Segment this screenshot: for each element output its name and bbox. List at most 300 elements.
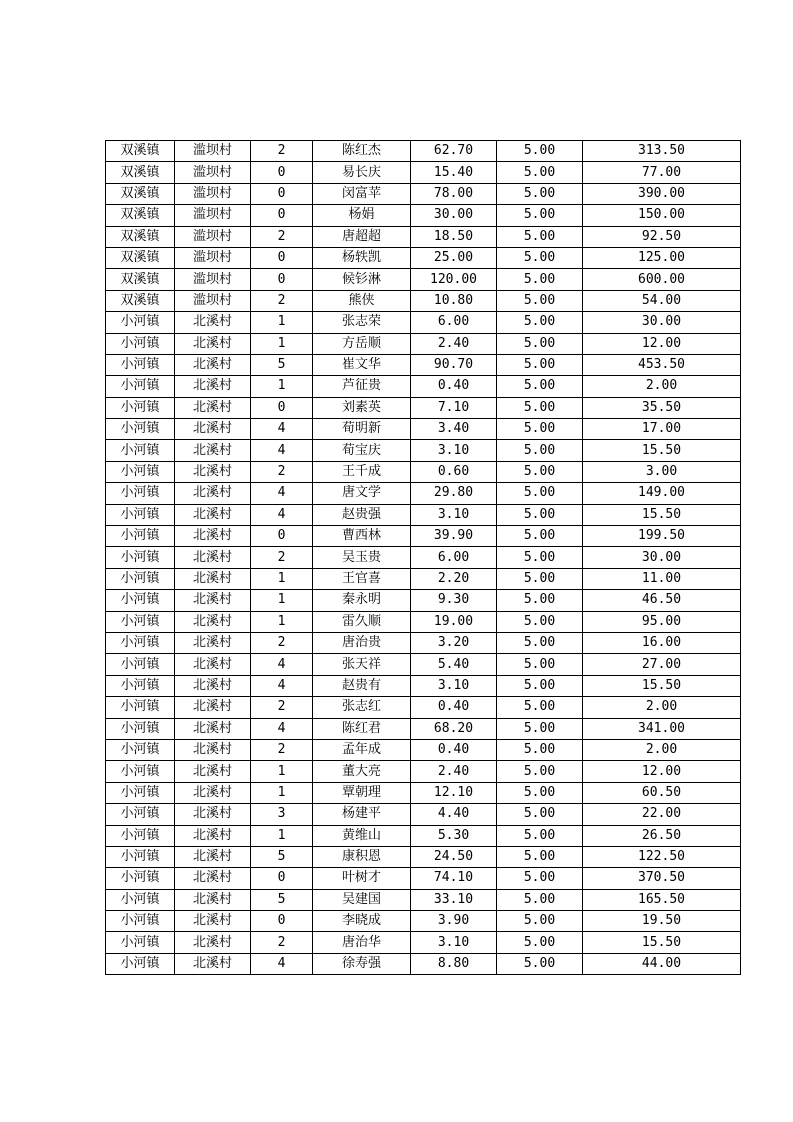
count-cell: 0	[251, 868, 313, 889]
rate-cell: 5.00	[497, 782, 583, 803]
area-cell: 7.10	[411, 397, 497, 418]
table-row	[106, 718, 741, 739]
amount-cell: 60.50	[583, 782, 741, 803]
village-cell: 北溪村	[175, 590, 251, 611]
name-cell: 唐治贵	[313, 632, 411, 653]
rate-cell: 5.00	[497, 397, 583, 418]
village-cell: 北溪村	[175, 782, 251, 803]
name-cell: 杨轶凯	[313, 247, 411, 268]
town-cell: 小河镇	[106, 932, 175, 953]
amount-cell: 15.50	[583, 675, 741, 696]
town-cell: 小河镇	[106, 868, 175, 889]
name-cell: 孟年成	[313, 739, 411, 760]
village-cell: 北溪村	[175, 953, 251, 974]
table-row	[106, 312, 741, 333]
town-cell: 小河镇	[106, 397, 175, 418]
village-cell: 北溪村	[175, 846, 251, 867]
amount-cell: 390.00	[583, 183, 741, 204]
name-cell: 陈红君	[313, 718, 411, 739]
area-cell: 9.30	[411, 590, 497, 611]
count-cell: 4	[251, 504, 313, 525]
town-cell: 双溪镇	[106, 141, 175, 162]
rate-cell: 5.00	[497, 440, 583, 461]
amount-cell: 22.00	[583, 804, 741, 825]
count-cell: 4	[251, 440, 313, 461]
data-table	[105, 140, 741, 975]
name-cell: 覃朝理	[313, 782, 411, 803]
table-row	[106, 419, 741, 440]
count-cell: 1	[251, 590, 313, 611]
name-cell: 赵贵有	[313, 675, 411, 696]
area-cell: 62.70	[411, 141, 497, 162]
village-cell: 滥坝村	[175, 226, 251, 247]
amount-cell: 54.00	[583, 290, 741, 311]
name-cell: 崔文华	[313, 354, 411, 375]
table-row	[106, 632, 741, 653]
amount-cell: 341.00	[583, 718, 741, 739]
area-cell: 3.90	[411, 911, 497, 932]
rate-cell: 5.00	[497, 590, 583, 611]
amount-cell: 17.00	[583, 419, 741, 440]
rate-cell: 5.00	[497, 761, 583, 782]
village-cell: 北溪村	[175, 354, 251, 375]
area-cell: 39.90	[411, 526, 497, 547]
rate-cell: 5.00	[497, 911, 583, 932]
table-row	[106, 526, 741, 547]
name-cell: 唐超超	[313, 226, 411, 247]
area-cell: 3.40	[411, 419, 497, 440]
village-cell: 北溪村	[175, 697, 251, 718]
count-cell: 2	[251, 697, 313, 718]
amount-cell: 77.00	[583, 162, 741, 183]
area-cell: 2.40	[411, 333, 497, 354]
rate-cell: 5.00	[497, 419, 583, 440]
village-cell: 滥坝村	[175, 141, 251, 162]
table-row	[106, 205, 741, 226]
rate-cell: 5.00	[497, 632, 583, 653]
rate-cell: 5.00	[497, 183, 583, 204]
area-cell: 78.00	[411, 183, 497, 204]
rate-cell: 5.00	[497, 354, 583, 375]
area-cell: 3.20	[411, 632, 497, 653]
town-cell: 小河镇	[106, 675, 175, 696]
village-cell: 北溪村	[175, 333, 251, 354]
town-cell: 小河镇	[106, 526, 175, 547]
town-cell: 小河镇	[106, 782, 175, 803]
amount-cell: 46.50	[583, 590, 741, 611]
town-cell: 双溪镇	[106, 205, 175, 226]
rate-cell: 5.00	[497, 376, 583, 397]
count-cell: 1	[251, 611, 313, 632]
table-row	[106, 911, 741, 932]
town-cell: 双溪镇	[106, 290, 175, 311]
rate-cell: 5.00	[497, 461, 583, 482]
town-cell: 小河镇	[106, 504, 175, 525]
town-cell: 小河镇	[106, 333, 175, 354]
village-cell: 北溪村	[175, 889, 251, 910]
amount-cell: 15.50	[583, 504, 741, 525]
area-cell: 18.50	[411, 226, 497, 247]
village-cell: 北溪村	[175, 761, 251, 782]
amount-cell: 15.50	[583, 932, 741, 953]
count-cell: 4	[251, 675, 313, 696]
area-cell: 0.60	[411, 461, 497, 482]
table-row	[106, 162, 741, 183]
town-cell: 双溪镇	[106, 247, 175, 268]
rate-cell: 5.00	[497, 868, 583, 889]
count-cell: 2	[251, 141, 313, 162]
rate-cell: 5.00	[497, 312, 583, 333]
count-cell: 5	[251, 889, 313, 910]
town-cell: 小河镇	[106, 953, 175, 974]
name-cell: 杨建平	[313, 804, 411, 825]
table-row	[106, 697, 741, 718]
amount-cell: 600.00	[583, 269, 741, 290]
town-cell: 小河镇	[106, 632, 175, 653]
village-cell: 北溪村	[175, 804, 251, 825]
town-cell: 小河镇	[106, 911, 175, 932]
area-cell: 33.10	[411, 889, 497, 910]
rate-cell: 5.00	[497, 889, 583, 910]
amount-cell: 26.50	[583, 825, 741, 846]
name-cell: 芦征贵	[313, 376, 411, 397]
rate-cell: 5.00	[497, 526, 583, 547]
rate-cell: 5.00	[497, 162, 583, 183]
table-row	[106, 504, 741, 525]
town-cell: 小河镇	[106, 483, 175, 504]
amount-cell: 19.50	[583, 911, 741, 932]
area-cell: 15.40	[411, 162, 497, 183]
count-cell: 0	[251, 911, 313, 932]
rate-cell: 5.00	[497, 247, 583, 268]
count-cell: 2	[251, 932, 313, 953]
name-cell: 张天祥	[313, 654, 411, 675]
name-cell: 赵贵强	[313, 504, 411, 525]
name-cell: 闵富苹	[313, 183, 411, 204]
name-cell: 荀宝庆	[313, 440, 411, 461]
rate-cell: 5.00	[497, 269, 583, 290]
rate-cell: 5.00	[497, 568, 583, 589]
rate-cell: 5.00	[497, 697, 583, 718]
table-row	[106, 269, 741, 290]
count-cell: 0	[251, 247, 313, 268]
area-cell: 0.40	[411, 739, 497, 760]
name-cell: 徐寿强	[313, 953, 411, 974]
count-cell: 5	[251, 354, 313, 375]
amount-cell: 12.00	[583, 761, 741, 782]
village-cell: 北溪村	[175, 312, 251, 333]
table-row	[106, 183, 741, 204]
name-cell: 李晓成	[313, 911, 411, 932]
village-cell: 北溪村	[175, 568, 251, 589]
table-row	[106, 804, 741, 825]
village-cell: 滥坝村	[175, 162, 251, 183]
name-cell: 黄维山	[313, 825, 411, 846]
table-row	[106, 397, 741, 418]
table-body	[106, 141, 741, 975]
village-cell: 滥坝村	[175, 205, 251, 226]
count-cell: 1	[251, 782, 313, 803]
village-cell: 北溪村	[175, 504, 251, 525]
table-row	[106, 953, 741, 974]
name-cell: 熊侠	[313, 290, 411, 311]
area-cell: 3.10	[411, 675, 497, 696]
town-cell: 小河镇	[106, 718, 175, 739]
name-cell: 方岳顺	[313, 333, 411, 354]
name-cell: 董大亮	[313, 761, 411, 782]
count-cell: 2	[251, 739, 313, 760]
amount-cell: 11.00	[583, 568, 741, 589]
town-cell: 小河镇	[106, 697, 175, 718]
area-cell: 3.10	[411, 504, 497, 525]
town-cell: 小河镇	[106, 804, 175, 825]
area-cell: 0.40	[411, 697, 497, 718]
table-row	[106, 568, 741, 589]
area-cell: 25.00	[411, 247, 497, 268]
count-cell: 1	[251, 376, 313, 397]
town-cell: 小河镇	[106, 376, 175, 397]
name-cell: 吴建国	[313, 889, 411, 910]
count-cell: 5	[251, 846, 313, 867]
area-cell: 6.00	[411, 547, 497, 568]
table-row	[106, 247, 741, 268]
count-cell: 0	[251, 397, 313, 418]
village-cell: 北溪村	[175, 440, 251, 461]
amount-cell: 150.00	[583, 205, 741, 226]
rate-cell: 5.00	[497, 675, 583, 696]
village-cell: 北溪村	[175, 739, 251, 760]
count-cell: 0	[251, 269, 313, 290]
town-cell: 小河镇	[106, 846, 175, 867]
name-cell: 易长庆	[313, 162, 411, 183]
town-cell: 小河镇	[106, 761, 175, 782]
table-row	[106, 889, 741, 910]
town-cell: 小河镇	[106, 654, 175, 675]
table-row	[106, 333, 741, 354]
table-row	[106, 226, 741, 247]
village-cell: 北溪村	[175, 654, 251, 675]
name-cell: 王官喜	[313, 568, 411, 589]
rate-cell: 5.00	[497, 226, 583, 247]
count-cell: 0	[251, 162, 313, 183]
amount-cell: 30.00	[583, 547, 741, 568]
table-row	[106, 290, 741, 311]
amount-cell: 27.00	[583, 654, 741, 675]
table-row	[106, 590, 741, 611]
table-row	[106, 739, 741, 760]
village-cell: 北溪村	[175, 483, 251, 504]
area-cell: 2.20	[411, 568, 497, 589]
area-cell: 4.40	[411, 804, 497, 825]
rate-cell: 5.00	[497, 953, 583, 974]
count-cell: 2	[251, 226, 313, 247]
area-cell: 120.00	[411, 269, 497, 290]
town-cell: 双溪镇	[106, 183, 175, 204]
rate-cell: 5.00	[497, 932, 583, 953]
area-cell: 24.50	[411, 846, 497, 867]
amount-cell: 2.00	[583, 376, 741, 397]
table-row	[106, 547, 741, 568]
count-cell: 4	[251, 654, 313, 675]
amount-cell: 12.00	[583, 333, 741, 354]
amount-cell: 30.00	[583, 312, 741, 333]
village-cell: 北溪村	[175, 547, 251, 568]
rate-cell: 5.00	[497, 290, 583, 311]
table-row	[106, 461, 741, 482]
name-cell: 曹西林	[313, 526, 411, 547]
name-cell: 秦永明	[313, 590, 411, 611]
table-row	[106, 354, 741, 375]
amount-cell: 44.00	[583, 953, 741, 974]
table-row	[106, 761, 741, 782]
town-cell: 小河镇	[106, 419, 175, 440]
village-cell: 北溪村	[175, 461, 251, 482]
table-row	[106, 932, 741, 953]
name-cell: 唐治华	[313, 932, 411, 953]
village-cell: 北溪村	[175, 419, 251, 440]
amount-cell: 370.50	[583, 868, 741, 889]
name-cell: 雷久顺	[313, 611, 411, 632]
table-row	[106, 675, 741, 696]
table-row	[106, 825, 741, 846]
area-cell: 68.20	[411, 718, 497, 739]
area-cell: 8.80	[411, 953, 497, 974]
name-cell: 张志红	[313, 697, 411, 718]
village-cell: 北溪村	[175, 675, 251, 696]
village-cell: 滥坝村	[175, 247, 251, 268]
amount-cell: 199.50	[583, 526, 741, 547]
name-cell: 张志荣	[313, 312, 411, 333]
area-cell: 3.10	[411, 932, 497, 953]
area-cell: 30.00	[411, 205, 497, 226]
count-cell: 4	[251, 483, 313, 504]
amount-cell: 313.50	[583, 141, 741, 162]
name-cell: 陈红杰	[313, 141, 411, 162]
name-cell: 候钐淋	[313, 269, 411, 290]
rate-cell: 5.00	[497, 141, 583, 162]
area-cell: 6.00	[411, 312, 497, 333]
count-cell: 4	[251, 419, 313, 440]
count-cell: 1	[251, 761, 313, 782]
village-cell: 滥坝村	[175, 290, 251, 311]
amount-cell: 165.50	[583, 889, 741, 910]
count-cell: 0	[251, 205, 313, 226]
count-cell: 1	[251, 825, 313, 846]
rate-cell: 5.00	[497, 205, 583, 226]
table-row	[106, 376, 741, 397]
village-cell: 北溪村	[175, 526, 251, 547]
village-cell: 北溪村	[175, 825, 251, 846]
area-cell: 29.80	[411, 483, 497, 504]
name-cell: 吴玉贵	[313, 547, 411, 568]
village-cell: 滥坝村	[175, 269, 251, 290]
rate-cell: 5.00	[497, 825, 583, 846]
rate-cell: 5.00	[497, 654, 583, 675]
area-cell: 2.40	[411, 761, 497, 782]
village-cell: 北溪村	[175, 932, 251, 953]
count-cell: 4	[251, 718, 313, 739]
amount-cell: 95.00	[583, 611, 741, 632]
count-cell: 0	[251, 526, 313, 547]
name-cell: 唐文学	[313, 483, 411, 504]
town-cell: 小河镇	[106, 440, 175, 461]
town-cell: 小河镇	[106, 568, 175, 589]
town-cell: 双溪镇	[106, 226, 175, 247]
village-cell: 北溪村	[175, 611, 251, 632]
area-cell: 5.40	[411, 654, 497, 675]
area-cell: 19.00	[411, 611, 497, 632]
area-cell: 3.10	[411, 440, 497, 461]
count-cell: 1	[251, 333, 313, 354]
amount-cell: 16.00	[583, 632, 741, 653]
village-cell: 北溪村	[175, 397, 251, 418]
rate-cell: 5.00	[497, 718, 583, 739]
rate-cell: 5.00	[497, 804, 583, 825]
amount-cell: 2.00	[583, 697, 741, 718]
town-cell: 小河镇	[106, 611, 175, 632]
area-cell: 0.40	[411, 376, 497, 397]
table-row	[106, 440, 741, 461]
count-cell: 3	[251, 804, 313, 825]
count-cell: 1	[251, 312, 313, 333]
amount-cell: 122.50	[583, 846, 741, 867]
area-cell: 74.10	[411, 868, 497, 889]
rate-cell: 5.00	[497, 333, 583, 354]
amount-cell: 125.00	[583, 247, 741, 268]
amount-cell: 453.50	[583, 354, 741, 375]
village-cell: 北溪村	[175, 632, 251, 653]
name-cell: 叶树才	[313, 868, 411, 889]
village-cell: 北溪村	[175, 868, 251, 889]
table-row	[106, 846, 741, 867]
town-cell: 小河镇	[106, 590, 175, 611]
count-cell: 2	[251, 290, 313, 311]
town-cell: 小河镇	[106, 354, 175, 375]
rate-cell: 5.00	[497, 504, 583, 525]
town-cell: 双溪镇	[106, 162, 175, 183]
amount-cell: 35.50	[583, 397, 741, 418]
area-cell: 10.80	[411, 290, 497, 311]
town-cell: 小河镇	[106, 739, 175, 760]
town-cell: 小河镇	[106, 312, 175, 333]
count-cell: 1	[251, 568, 313, 589]
count-cell: 0	[251, 183, 313, 204]
table-row	[106, 141, 741, 162]
town-cell: 小河镇	[106, 825, 175, 846]
amount-cell: 2.00	[583, 739, 741, 760]
village-cell: 北溪村	[175, 376, 251, 397]
name-cell: 杨娟	[313, 205, 411, 226]
rate-cell: 5.00	[497, 846, 583, 867]
count-cell: 2	[251, 461, 313, 482]
area-cell: 90.70	[411, 354, 497, 375]
name-cell: 刘素英	[313, 397, 411, 418]
amount-cell: 149.00	[583, 483, 741, 504]
area-cell: 5.30	[411, 825, 497, 846]
name-cell: 康积恩	[313, 846, 411, 867]
name-cell: 王千成	[313, 461, 411, 482]
table-row	[106, 483, 741, 504]
table-row	[106, 868, 741, 889]
town-cell: 小河镇	[106, 889, 175, 910]
village-cell: 滥坝村	[175, 183, 251, 204]
area-cell: 12.10	[411, 782, 497, 803]
rate-cell: 5.00	[497, 739, 583, 760]
count-cell: 2	[251, 632, 313, 653]
village-cell: 北溪村	[175, 718, 251, 739]
amount-cell: 15.50	[583, 440, 741, 461]
rate-cell: 5.00	[497, 547, 583, 568]
